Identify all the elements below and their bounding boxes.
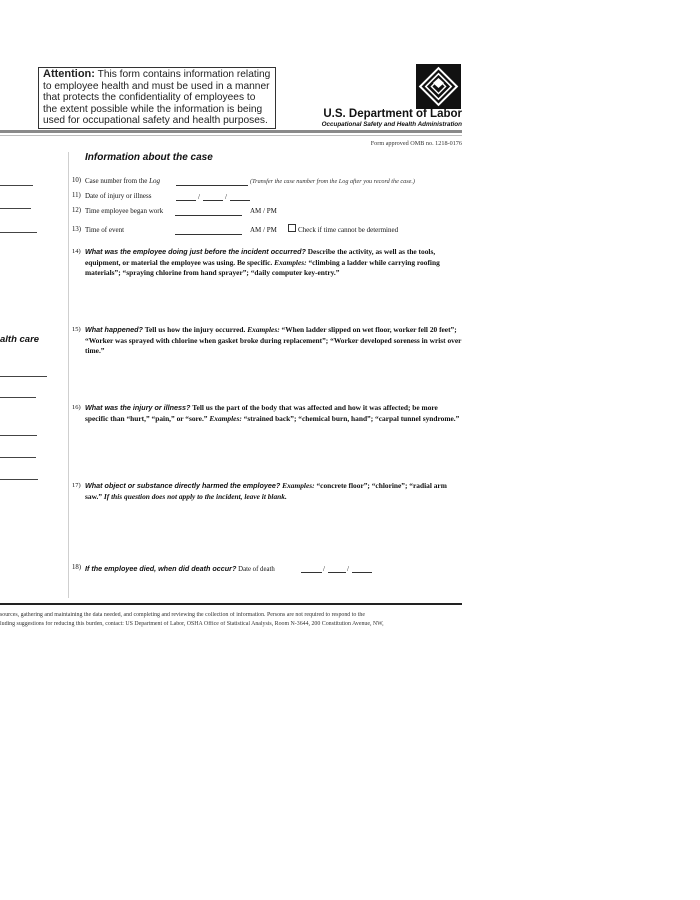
left-section-label: alth care: [0, 334, 40, 345]
time-of-event-input[interactable]: [175, 234, 242, 235]
question-examples: “concrete floor”; “chlorine”; “radial arm saw.”: [85, 481, 447, 501]
question-15: [72, 325, 464, 357]
injury-date-year-input[interactable]: [230, 200, 250, 201]
death-date-day-input[interactable]: [328, 572, 346, 573]
question-number: 17): [72, 482, 81, 489]
question-heading: If the employee died, when did death occur?: [85, 564, 237, 573]
am-pm-indicator: AM / PM: [250, 226, 277, 234]
question-14: [72, 247, 464, 279]
question-examples: “climbing a ladder while carrying roofing materials”; “spraying chlorine from hand sprayer”; “daily computer key-entry.”: [85, 257, 440, 277]
attention-text: This form contains information relating to employee health and must be used in a manner that protects the confidentiality of employees to the extent possible while the information is being used for occupational safety and health purposes.: [43, 69, 271, 127]
field-number: 11): [72, 192, 81, 199]
case-number-label: Case number from the Log: [85, 177, 161, 185]
question-heading: What was the injury or illness?: [85, 403, 191, 412]
time-began-work-label: Time employee began work: [85, 207, 164, 215]
form-approval-number: Form approved OMB no. 1218-0176: [370, 140, 462, 147]
examples-label: Examples:: [209, 413, 242, 423]
left-field-line[interactable]: [0, 457, 36, 458]
question-examples: “strained back”; “chemical burn, hand”; “carpal tunnel syndrome.”: [243, 413, 460, 423]
time-undetermined-checkbox[interactable]: [288, 224, 296, 232]
death-date-label: Date of death: [238, 566, 275, 573]
injury-date-month-input[interactable]: [176, 200, 196, 201]
dol-logo-icon: [416, 64, 461, 109]
left-field-line[interactable]: [0, 479, 38, 480]
question-text: Describe the activity, as well as the tools, equipment, or material the employee was using. Be specific.: [85, 247, 436, 267]
footer-burden-line-1: sources, gathering and maintaining the data needed, and completing and reviewing the collection of information. Persons are not required to respond to the: [0, 612, 365, 618]
question-14-answer-area[interactable]: [85, 280, 463, 320]
question-16: [72, 403, 464, 424]
examples-label: Examples:: [274, 257, 307, 267]
attention-heading: Attention:: [43, 68, 95, 80]
question-number: 14): [72, 248, 81, 255]
date-separator: /: [225, 193, 227, 201]
agency-subtitle: Occupational Safety and Health Administration: [321, 121, 462, 128]
question-17-answer-area[interactable]: [85, 505, 463, 555]
header-rule-thin: [0, 135, 462, 136]
left-field-line[interactable]: [0, 185, 33, 186]
question-text: Tell us the part of the body that was affected and how it was affected; be more specific than “hurt,” “pain,” or “sore.”: [85, 403, 438, 423]
question-18: [85, 564, 275, 573]
death-date-month-input[interactable]: [301, 572, 322, 573]
time-began-work-input[interactable]: [175, 215, 242, 216]
attention-notice: [38, 67, 276, 129]
left-field-line[interactable]: [0, 397, 36, 398]
question-number: 16): [72, 404, 81, 411]
question-number: 15): [72, 326, 81, 333]
injury-date-label: Date of injury or illness: [85, 192, 152, 200]
question-heading: What happened?: [85, 325, 143, 334]
field-number: 10): [72, 177, 82, 184]
left-field-line[interactable]: [0, 208, 31, 209]
header-rule: [0, 130, 462, 133]
examples-label: Examples:: [282, 481, 315, 490]
section-title: Information about the case: [85, 152, 213, 163]
footer-rule: [0, 603, 462, 605]
footer-burden-line-2: luding suggestions for reducing this burden, contact: US Department of Labor, OSHA Office of Statistical Analysis, Room N-3644, 200 Constitution Avenue, NW,: [0, 621, 384, 627]
column-divider: [68, 152, 69, 598]
date-separator: /: [198, 193, 200, 201]
left-field-line[interactable]: [0, 435, 37, 436]
date-separator: /: [347, 565, 349, 573]
question-heading: What object or substance directly harmed the employee?: [85, 481, 281, 490]
examples-label: Examples:: [247, 325, 280, 334]
question-17: [72, 481, 464, 502]
time-undetermined-label: Check if time cannot be determined: [298, 226, 399, 234]
agency-name: U.S. Department of Labor: [323, 108, 462, 120]
am-pm-indicator: AM / PM: [250, 207, 277, 215]
question-15-answer-area[interactable]: [85, 358, 463, 398]
left-field-line[interactable]: [0, 232, 37, 233]
field-number: 13): [72, 226, 82, 233]
left-field-line[interactable]: [0, 376, 47, 377]
injury-date-day-input[interactable]: [203, 200, 223, 201]
case-number-hint: (Transfer the case number from the Log after you record the case.): [250, 178, 415, 185]
death-date-year-input[interactable]: [352, 572, 372, 573]
time-of-event-label: Time of event: [85, 226, 125, 234]
field-number: 12): [72, 207, 82, 214]
question-16-answer-area[interactable]: [85, 436, 463, 476]
question-number: 18): [72, 564, 82, 571]
question-heading: What was the employee doing just before the incident occurred?: [85, 247, 306, 256]
question-text: Tell us how the injury occurred.: [144, 325, 246, 334]
date-separator: /: [323, 565, 325, 573]
question-note: If this question does not apply to the incident, leave it blank.: [103, 491, 287, 501]
case-number-input[interactable]: [176, 185, 248, 186]
question-examples: “When ladder slipped on wet floor, worker fell 20 feet”; “Worker was sprayed with chlorine when gasket broke during replacement”; “Worker developed soreness in wrist over time.”: [85, 325, 462, 355]
